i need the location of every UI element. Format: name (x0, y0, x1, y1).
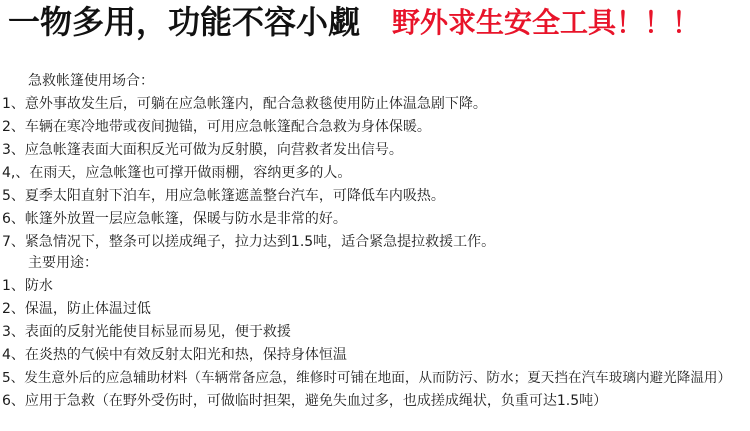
headline-banner (0, 0, 750, 44)
usage-item: 3、应急帐篷表面大面积反光可做为反射膜，向营救者发出信号。 (2, 142, 403, 158)
purpose-item: 1、防水 (2, 278, 53, 294)
usage-item: 2、车辆在寒冷地带或夜间抛锚，可用应急帐篷配合急救为身体保暖。 (2, 119, 431, 135)
usage-item: 4,、在雨天，应急帐篷也可撑开做雨棚，容纳更多的人。 (2, 165, 352, 181)
usage-section (0, 70, 745, 254)
purpose-item: 5、发生意外后的应急辅助材料（车辆常备应急，维修时可铺在地面，从而防污、防水；夏天挡在汽车玻璃内避光降温用） (2, 370, 732, 386)
purpose-item: 4、在炎热的气候中有效反射太阳光和热，保持身体恒温 (2, 347, 347, 363)
usage-item: 1、意外事故发生后，可躺在应急帐篷内，配合急救毯使用防止体温急剧下降。 (2, 96, 487, 112)
purpose-item: 2、保温，防止体温过低 (2, 301, 151, 317)
usage-item: 6、帐篷外放置一层应急帐篷，保暖与防水是非常的好。 (2, 211, 347, 227)
headline-emphasis: 野外求生安全工具！！！ (392, 6, 701, 39)
purpose-heading: 主要用途： (28, 255, 98, 271)
purpose-item: 6、应用于急救（在野外受伤时，可做临时担架，避免失血过多，也成搓成绳状，负重可达1.5吨） (2, 393, 608, 409)
usage-item: 7、紧急情况下，整条可以搓成绳子，拉力达到1.5吨，适合紧急提拉救援工作。 (2, 234, 496, 250)
purpose-item: 3、表面的反射光能使目标显而易见，便于救援 (2, 324, 291, 340)
usage-heading: 急救帐篷使用场合： (28, 73, 154, 89)
headline-slogan: 一物多用，功能不容小觑 (8, 3, 361, 41)
usage-item: 5、夏季太阳直射下泊车，用应急帐篷遮盖整台汽车，可降低车内吸热。 (2, 188, 445, 204)
purpose-section (0, 252, 745, 413)
